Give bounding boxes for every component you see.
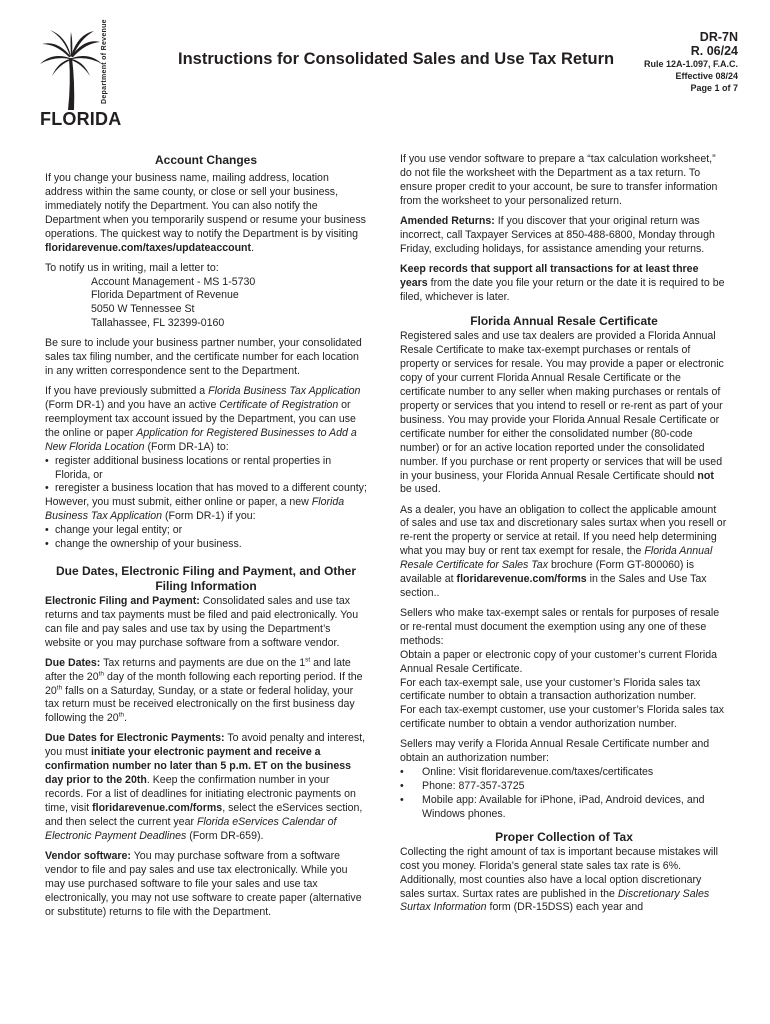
paragraph: If you change your business name, mailing address, location address within the same county, or close or sell your business, immediately notify the Department. You can also notify the Department when you temporarily suspend or resume your business operations. The quickest way to notify the Department is by visiting floridarevenue.com/taxes/updateaccount. xyxy=(45,172,366,254)
bullet-list xyxy=(45,524,367,552)
paragraph: Vendor software: You may purchase software from a software vendor to file and pay sales and use tax electronically. While you may use purchased software to file your sales and use tax electronically, you may not use software to create paper (alternative or substitute) returns to file with the Department. xyxy=(45,849,362,918)
palm-tree-icon xyxy=(40,30,102,110)
list-item: • register additional business locations or rental properties in Florida, or xyxy=(45,455,367,483)
paragraph: Due Dates: Tax returns and payments are due on the 1st and late after the 20th day of the month following each reporting period. If the 20th falls on a Saturday, Sunday, or a state or federal holiday, your tax return must be received electronically on the first business day following the 20th. xyxy=(45,656,363,725)
list-item: • Mobile app: Available for iPhone, iPad, Android devices, and Windows phones. xyxy=(400,794,728,822)
forms-link[interactable]: floridarevenue.com/forms xyxy=(456,573,587,586)
list-item: • change your legal entity; or xyxy=(45,524,367,538)
section-heading-proper-collection: Proper Collection of Tax xyxy=(495,829,633,844)
form-identifier xyxy=(644,30,738,94)
paragraph: Be sure to include your business partner number, your consolidated sales tax filing number, and the certificate number for each location in any written correspondence sent to the Department. xyxy=(45,337,362,377)
paragraph: If you use vendor software to prepare a “tax calculation worksheet,” do not file the worksheet with the Department as a tax return. To ensure proper credit to your account, be sure to transfer information from the worksheet to your personalized return. xyxy=(400,153,718,207)
list-item: • reregister a business location that has moved to a different county; xyxy=(45,482,367,496)
forms-link[interactable]: floridarevenue.com/forms xyxy=(92,802,223,814)
mailing-address: Account Management - MS 1-5730 Florida Department of Revenue 5050 W Tennessee St Tallahassee, FL 32399-0160 xyxy=(91,275,256,330)
logo-florida-text: FLORIDA xyxy=(40,109,122,129)
page-title: Instructions for Consolidated Sales and Use Tax Return xyxy=(178,50,615,68)
section-heading-due-dates: Due Dates, Electronic Filing and Payment, and Other Filing Information xyxy=(55,563,357,593)
form-number: DR-7N xyxy=(699,30,738,44)
section-heading-account-changes: Account Changes xyxy=(154,153,257,167)
list-item: • Phone: 877-357-3725 xyxy=(400,780,728,794)
paragraph: Due Dates for Electronic Payments: To avoid penalty and interest, you must initiate your electronic payment and receive a confirmation number no later than 5 p.m. ET on the business day prior to the 20th. Keep the confirmation number in your records. For a list of deadlines for initiating electronic payments on time, visit floridarevenue.com/forms, select the eServices section, and then select the current year Florida eServices Calendar of Electronic Payment Deadlines (Form DR-659). xyxy=(45,732,366,842)
paragraph: As a dealer, you have an obligation to collect the applicable amount of sales and use tax and discretionary sales surtax when you resell or re-rent the property or service at retail. If you need help determining what you may buy or rent tax exempt for resale, the Florida Annual Resale Certificate for Sales Tax brochure (Form GT-800060) is available at floridarevenue.com/forms in the Sales and Use Tax section.. xyxy=(400,503,727,599)
paragraph: If you have previously submitted a Florida Business Tax Application (Form DR-1) and you have an active Certificate of Registration or reemployment tax account issued by the Department, you can use the online or paper Application for Registered Businesses to Add a New Florida Location (Form DR-1A) to: xyxy=(45,385,361,453)
left-column xyxy=(45,153,367,926)
logo-department-text: Department of Revenue xyxy=(101,19,108,104)
section-heading-resale-certificate: Florida Annual Resale Certificate xyxy=(470,314,658,329)
florida-dor-logo xyxy=(40,19,122,130)
list-item: • change the ownership of your business. xyxy=(45,538,367,552)
update-account-link[interactable]: floridarevenue.com/taxes/updateaccount xyxy=(45,241,252,254)
paragraph: Electronic Filing and Payment: Consolidated sales and use tax returns and tax payments must be filed and paid electronically. You can file and pay sales and use tax by using the Department’s website or you may purchase software from a software vendor. xyxy=(45,594,359,649)
form-revision: R. 06/24 xyxy=(690,44,738,58)
bullet-list xyxy=(45,455,367,497)
page-number: Page 1 of 7 xyxy=(690,83,738,93)
paragraph: To notify us in writing, mail a letter to: xyxy=(45,261,219,274)
paragraph: Amended Returns: If you discover that your original return was incorrect, call Taxpayer Services at 850-488-6800, Monday through Friday, excluding holidays, for assistance amending your returns. xyxy=(400,214,715,255)
bullet-list xyxy=(400,766,728,822)
form-effective: Effective 08/24 xyxy=(675,71,738,81)
list-item: • Online: Visit floridarevenue.com/taxes/certificates xyxy=(400,766,728,780)
paragraph: Collecting the right amount of tax is important because mistakes will cost you money. Florida’s general state sales tax rate is 6%. Additionally, most counties also have a local option discretionary sales surtax. Surtax rates are published in the Discretionary Sales Surtax Information form (DR-15DSS) each year and xyxy=(400,845,718,914)
paragraph: Keep records that support all transactions for at least three years from the date you file your return or the date it is required to be filed, whichever is later. xyxy=(400,262,725,303)
paragraph: However, you must submit, either online or paper, a new Florida Business Tax Application (Form DR-1) if you: xyxy=(45,496,345,523)
paragraph: Sellers may verify a Florida Annual Resale Certificate number and obtain an authorization number: xyxy=(400,738,710,765)
paragraph: Sellers who make tax-exempt sales or rentals for purposes of resale or re-rental must document the exemption using any one of these methods: Obtain a paper or electronic copy of your customer’s current Florida Annual Resale Certificate. For each tax-exempt sale, use your customer’s Florida sales tax certificate number to obtain a transaction authorization number. For each tax-exempt customer, use your customer’s Florida sales tax certificate number to obtain a vendor authorization number. xyxy=(400,607,725,731)
form-rule: Rule 12A-1.097, F.A.C. xyxy=(643,59,738,69)
paragraph: Registered sales and use tax dealers are provided a Florida Annual Resale Certificate to make tax-exempt purchases or rentals of property or services for resale. You may provide a paper or electronic copy of your current Florida Annual Resale Certificate or the certificate number to any seller when making purchases or rentals of property or services that you intend to resell or re-rent as part of your business. You may provide your Florida Annual Resale Certificate or certificate number for either the consolidated number (80-code number) or for an active location reported under the consolidated number. If you purchase or rent property or services that will be used in your business, your Florida Annual Resale Certificate should not be used. xyxy=(400,330,724,496)
right-column xyxy=(400,153,728,922)
